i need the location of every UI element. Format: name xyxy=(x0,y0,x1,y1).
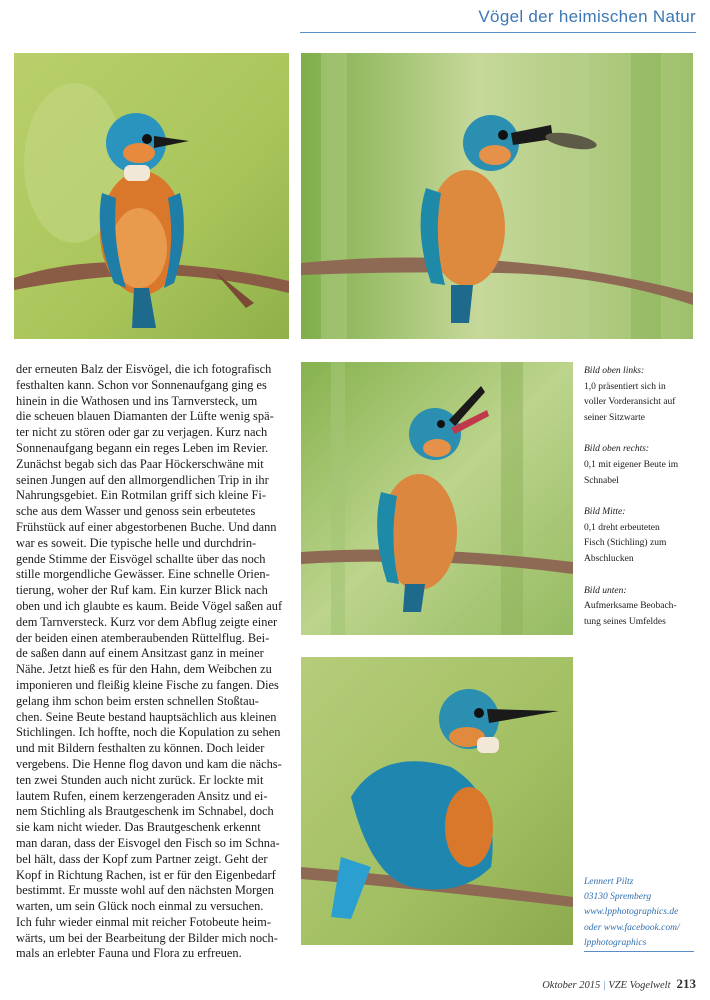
caption-line: voller Vorderansicht auf xyxy=(584,397,676,408)
body-line: der beiden einen atemberaubenden Rüttelflug. Bei- xyxy=(16,630,270,645)
caption-line: tung seines Umfeldes xyxy=(584,616,666,627)
body-line: Kopf in Richtung Rachen, ist er für den Eigenbedarf xyxy=(16,867,276,882)
header-rule xyxy=(300,32,696,33)
caption-line: seiner Sitzwarte xyxy=(584,412,645,423)
body-line: Nähe. Jetzt hieß es für den Hahn, dem Weibchen zu xyxy=(16,662,272,677)
body-line: bestimmt. Er musste wohl auf den nächsten Morgen xyxy=(16,883,274,898)
caption-line: Abschlucken xyxy=(584,553,634,564)
body-line: war es soweit. Die typische helle und durchdrin- xyxy=(16,535,257,550)
body-line: imponieren und fleißig kleine Fische zu fangen. Dies xyxy=(16,677,279,692)
credit-rule xyxy=(584,951,694,952)
body-line: warten, um sein Glück noch einmal zu versuchen. xyxy=(16,899,264,914)
body-line: die scheuen blauen Diamanten der Lüfte wenig spä- xyxy=(16,409,274,424)
footer-magazine: VZE Vogelwelt xyxy=(608,980,671,991)
body-line: tierung, woher der Ruf kam. Ein kurzer Blick nach xyxy=(16,583,268,598)
body-line: und mit Bildern festhalten zu können. Doch leider xyxy=(16,741,265,756)
body-line: chen. Seine Beute bestand hauptsächlich aus kleinen xyxy=(16,709,277,724)
body-line: de saßen dann auf einem Ansitzast ganz in meiner xyxy=(16,646,264,661)
caption-title: Bild oben rechts: xyxy=(584,444,650,455)
body-line: mals an erlebter Fauna und Flora zu erfreuen. xyxy=(16,946,242,961)
body-line: Zunächst begab sich das Paar Höckerschwäne mit xyxy=(16,456,264,471)
page-number: 213 xyxy=(676,976,696,991)
body-line: Stichlingen. Ich hoffte, noch die Kopulation zu sehen xyxy=(16,725,281,740)
photo-top-left xyxy=(14,53,289,339)
credit-website[interactable]: www.lpphotographics.de xyxy=(584,907,679,918)
body-line: gelang ihm schon beim ersten schnellen Stoßtau- xyxy=(16,693,259,708)
body-line: sche aus dem Wasser und genoss sein erbeutetes xyxy=(16,504,256,519)
body-line: gende Stimme der Eisvögel schallte über das noch xyxy=(16,551,266,566)
body-line: hinein in die Wathosen und ins Tarnversteck, um xyxy=(16,393,258,408)
photo-credit xyxy=(584,875,702,951)
caption-line: 1,0 präsentiert sich in xyxy=(584,381,666,392)
caption-line: Fisch (Stichling) zum xyxy=(584,538,667,549)
footer-separator: | xyxy=(603,980,606,991)
body-line: Nahrungsgebiet. Ein Rotmilan griff sich kleine Fi- xyxy=(16,488,266,503)
credit-city: 03130 Spremberg xyxy=(584,892,652,903)
caption-line: 0,1 mit eigener Beute im xyxy=(584,459,679,470)
caption-line: Aufmerksame Beobach- xyxy=(584,601,677,612)
body-line: festhalten kann. Schon vor Sonnenaufgang ging es xyxy=(16,377,267,392)
caption-line: Schnabel xyxy=(584,475,619,486)
body-line: lautem Rufen, einem kerzengeraden Ansitz und ei- xyxy=(16,788,268,803)
body-line: der erneuten Balz der Eisvögel, die ich fotografisch xyxy=(16,362,272,376)
credit-facebook[interactable]: oder www.facebook.com/ xyxy=(584,922,680,933)
body-line: ter nicht zu stören oder gar zu verjagen. Kurz nach xyxy=(16,425,268,440)
body-line: ten zwei Stunden auch nicht zurück. Er lockte mit xyxy=(16,772,264,787)
body-line: stille morgendliche Gewässer. Eine schnelle Orien- xyxy=(16,567,270,582)
section-title: Vögel der heimischen Natur xyxy=(478,7,696,26)
page-footer xyxy=(542,976,696,992)
credit-name: Lennert Piltz xyxy=(584,877,634,887)
body-line: Frühstück auf einer abgestorbenen Buche. Und dann xyxy=(16,519,277,534)
credit-facebook-handle[interactable]: lpphotographics xyxy=(584,937,647,948)
caption-top-left xyxy=(584,364,702,426)
caption-title: Bild oben links: xyxy=(584,366,645,376)
footer-issue: Oktober 2015 xyxy=(542,980,601,991)
body-line: bel hält, dass der Kopf zum Partner zeigt. Geht der xyxy=(16,851,268,866)
body-line: seinen Jungen auf den allmorgendlichen Trip in ihr xyxy=(16,472,269,487)
caption-middle xyxy=(584,505,702,567)
body-line: nem Stichling als Brautgeschenk im Schnabel, doch xyxy=(16,804,274,819)
caption-title: Bild Mitte: xyxy=(584,507,626,518)
body-line: wärts, um bei der Bearbeitung der Bilder mich noch- xyxy=(16,930,278,945)
photo-middle xyxy=(301,362,573,635)
body-line: oben und ich glaubte es kaum. Beide Vögel saßen auf xyxy=(16,598,283,613)
caption-bottom xyxy=(584,584,702,631)
body-line: Sonnenaufgang begann ein reges Leben im Revier. xyxy=(16,440,269,455)
body-line: sie kam nicht wieder. Das Brautgeschenk erkennt xyxy=(16,820,261,835)
body-line: dem Tarnversteck. Kurz vor dem Abflug zeigte einer xyxy=(16,614,278,629)
caption-line: 0,1 dreht erbeuteten xyxy=(584,522,660,533)
body-line: Ich fuhr wieder einmal mit reicher Fotobeute heim- xyxy=(16,914,271,929)
caption-title: Bild unten: xyxy=(584,585,627,596)
caption-top-right xyxy=(584,442,702,489)
body-line: vergebens. Die Henne flog davon und kam die nächs- xyxy=(16,756,282,771)
article-body xyxy=(16,362,293,962)
photo-top-right xyxy=(301,53,693,339)
photo-bottom xyxy=(301,657,573,945)
body-line: man daran, dass der Eisvogel den Fisch so im Schna- xyxy=(16,835,280,850)
photo-captions xyxy=(584,364,702,646)
